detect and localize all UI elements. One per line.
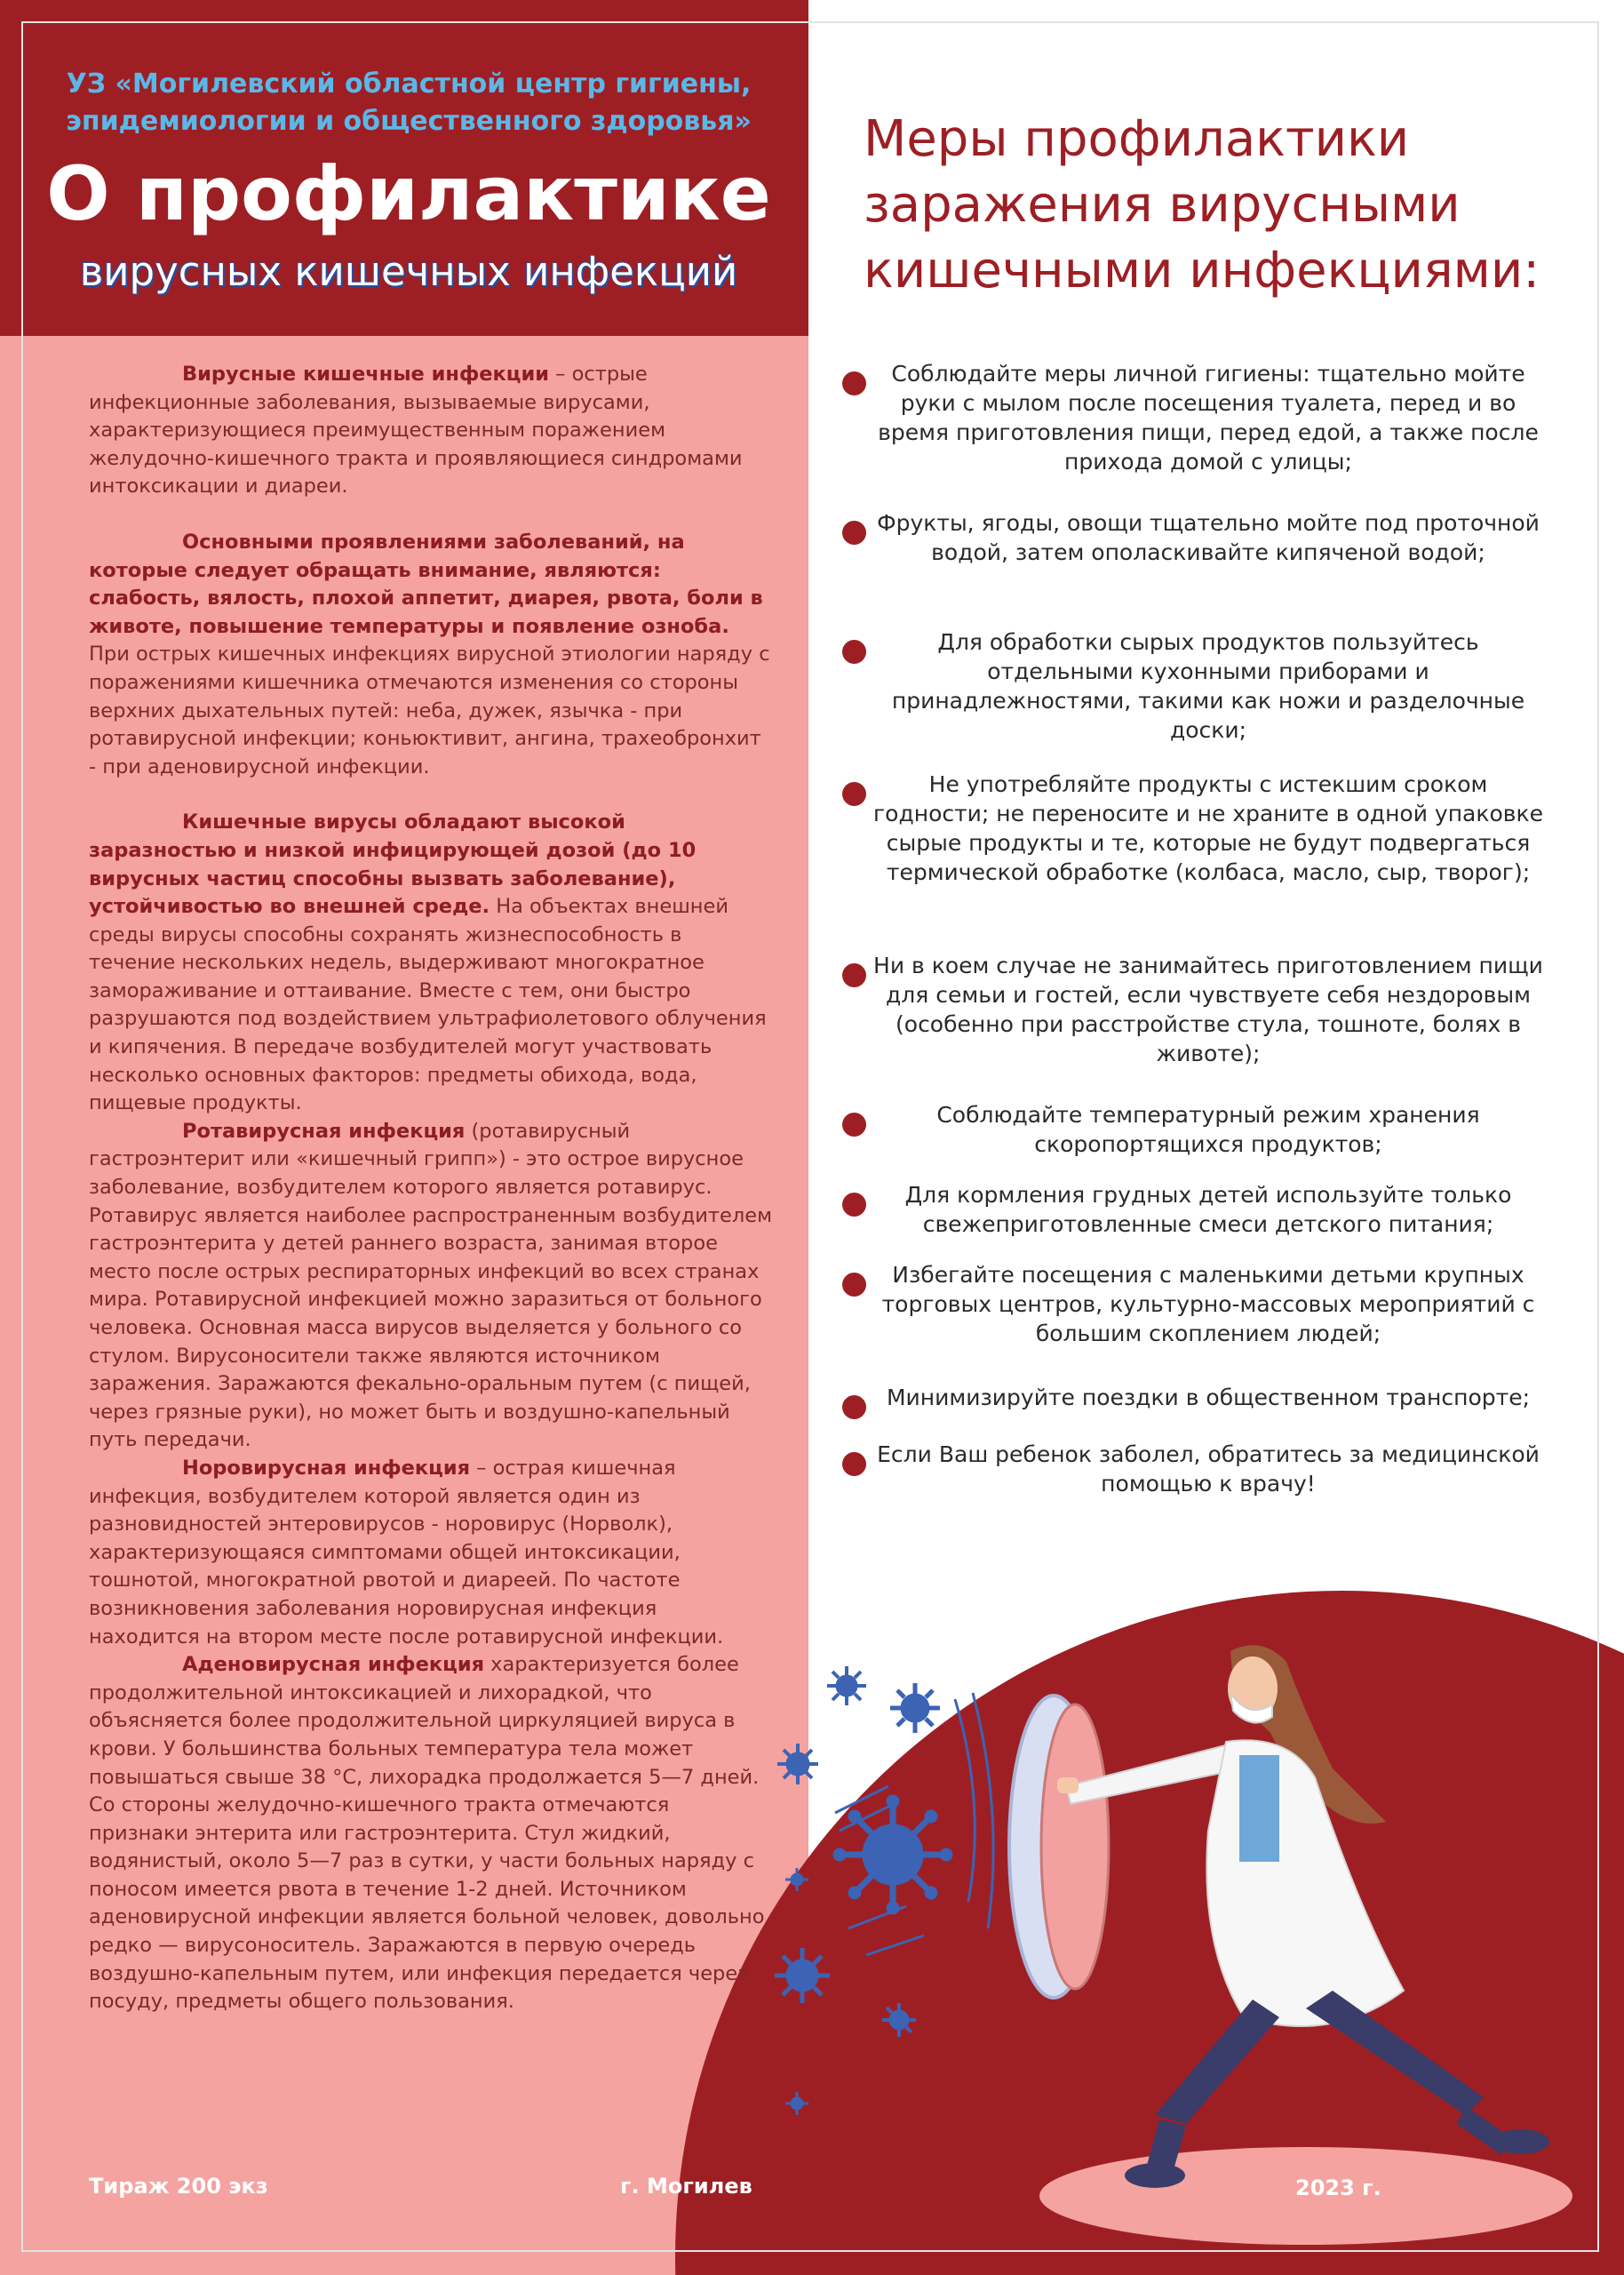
measure-text: Ни в коем случае не занимайтесь приготовлением пищи для семьи и гостей, если чувствуете себя нездоровым (особенно при расстройстве стула, тошноте, болях в животе); <box>873 953 1543 1066</box>
measure-text: Не употребляйте продукты с истекшим сроком годности; не переносите и не храните в одной упаковке сырые продукты и те, которые не будут подвергаться термической обработке (колбаса, масло, сыр, творог); <box>873 771 1543 885</box>
virus-icon <box>775 1948 830 2003</box>
paragraph-body: (ротавирусный гастроэнтерит или «кишечный грипп») - это острое вирусное заболевание, возбудителем которого является ротавирус. Ротавирус является наиболее распространенным возбудителем гастроэнтерита у детей раннего возраста, занимая второе место после острых респираторных инфекций во всех странах мира. Ротавирусной инфекцией можно заразиться от больного человека. Основная масса вирусов выделяется у больного со стулом. Вирусоносители также являются источником заражения. Заражаются фекально-оральным путем (с пищей, через грязные руки), но может быть и воздушно-капельный путь передачи. <box>89 1119 773 1452</box>
paragraph-lead: Ротавирусная инфекция <box>182 1119 466 1143</box>
bullet-icon <box>842 640 866 664</box>
paragraph-transmission <box>89 809 773 1118</box>
bullet-icon <box>842 371 866 395</box>
paragraph-definition <box>89 361 773 501</box>
paragraph-norovirus <box>89 1455 773 1651</box>
bullet-icon <box>842 1193 866 1217</box>
paragraph-body: На объектах внешней среды вирусы способны сохранять жизнеспособность в течение нескольких недель, выдерживают многократное замораживание и оттаивание. Вместе с тем, они быстро разрушаются под воздействием ультрафиолетового облучения и кипячения. В передаче возбудителей могут участвовать несколько основных факторов: предметы обихода, вода, пищевые продукты. <box>89 895 767 1115</box>
virus-icon <box>833 1795 952 1914</box>
year-label: 2023 г. <box>1295 2175 1381 2200</box>
bullet-icon <box>842 963 866 987</box>
paragraph-lead: Кишечные вирусы обладают высокой заразностью и низкой инфицирующей дозой (до 10 вирусных частиц способны вызвать заболевание), устойчивостью во внешней среде. <box>89 810 697 919</box>
paragraph-body: – острые инфекционные заболевания, вызываемые вирусами, характеризующиеся преимущественным поражением желудочно-кишечного тракта и проявляющиеся синдромами интоксикации и диареи. <box>89 363 743 499</box>
page-subtitle: вирусных кишечных инфекций <box>79 248 738 295</box>
measure-text: Избегайте посещения с маленькими детьми крупных торговых центров, культурно-массовых мероприятий с большим скоплением людей; <box>881 1262 1535 1346</box>
virus-icon <box>785 2092 808 2115</box>
virus-icon <box>882 2003 916 2037</box>
paragraph-symptoms <box>89 529 773 781</box>
organization-name: УЗ «Могилевский областной центр гигиены, эпидемиологии и общественного здоровья» <box>66 68 752 137</box>
bullet-icon <box>842 1113 866 1137</box>
city-label: г. Могилев <box>620 2174 752 2199</box>
bullet-icon <box>842 1395 866 1419</box>
paragraph-lead: Аденовирусная инфекция <box>182 1653 485 1677</box>
virus-icon <box>785 1868 808 1891</box>
measures-title: Меры профилактики заражения вирусными кишечными инфекциями: <box>864 110 1540 299</box>
measure-text: Для обработки сырых продуктов пользуйтесь отдельными кухонными приборами и принадлежностями, такими как ножи и разделочные доски; <box>891 629 1525 743</box>
bullet-icon <box>842 521 866 545</box>
doctor-figure <box>1057 1645 1549 2188</box>
measure-text: Соблюдайте меры личной гигиены: тщательно мойте руки с мылом после посещения туалета, перед и во время приготовления пищи, перед едой, а также после прихода домой с улицы; <box>878 361 1539 475</box>
paragraph-adenovirus <box>89 1651 773 2016</box>
virus-icon <box>827 1666 866 1705</box>
shield-icon <box>1009 1696 1109 1998</box>
measure-text: Если Ваш ребенок заболел, обратитесь за медицинской помощью к врачу! <box>877 1441 1540 1497</box>
virus-icon <box>890 1683 940 1733</box>
paragraph-rotavirus <box>89 1118 773 1455</box>
virus-icon <box>777 1744 818 1784</box>
paragraph-lead: Основными проявлениями заболеваний, на которые следует обращать внимание, являются: слабость, вялость, плохой аппетит, диарея, рвота, боли в животе, повышение температуры и появление озноба. <box>89 530 763 638</box>
print-run: Тираж 200 экз <box>89 2174 268 2199</box>
paragraph-body: При острых кишечных инфекциях вирусной этиологии наряду с поражениями кишечника отмечаются изменения со стороны верхних дыхательных путей: неба, дужек, язычка - при ротавирусной инфекции; коньюктивит, ангина, трахеобронхит - при аденовирусной инфекции. <box>89 643 770 778</box>
measure-text: Фрукты, ягоды, овощи тщательно мойте под проточной водой, затем ополаскивайте кипяченой водой; <box>877 510 1540 565</box>
paragraph-body: – острая кишечная инфекция, возбудителем которой является один из разновидностей энтеровирусов - норовирус (Норволк), характеризующаяся симптомами общей интоксикации, тошнотой, многократной рвотой и диареей. По частоте возникновения заболевания норовирусная инфекция находится на втором месте после ротавирусной инфекции. <box>89 1456 724 1648</box>
measure-text: Для кормления грудных детей используйте только свежеприготовленные смеси детского питания; <box>904 1182 1512 1237</box>
bullet-icon <box>842 1273 866 1297</box>
paragraph-body: характеризуется более продолжительной интоксикацией и лихорадкой, что объясняется более продолжительной циркуляцией вируса в крови. У большинства больных температура тела может повышаться свыше 38 °С, лихорадка продолжается 5—7 дней. Со стороны желудочно-кишечного тракта отмечаются признаки энтерита или гастроэнтерита. Стул жидкий, водянистый, около 5—7 раз в сутки, у части больных наряду с поносом имеется рвота в течение 1-2 дней. Источником аденовирусной инфекции является больной человек, довольно редко — вирусоноситель. Заражаются в первую очередь воздушно-капельным путем, или инфекция передается через посуду, предметы общего пользования. <box>89 1653 765 2014</box>
measure-text: Соблюдайте температурный режим хранения скоропортящихся продуктов; <box>936 1102 1480 1157</box>
info-text <box>89 361 773 2016</box>
bullet-icon <box>842 782 866 806</box>
paragraph-lead: Норовирусная инфекция <box>182 1456 471 1480</box>
paragraph-lead: Вирусные кишечные инфекции <box>182 363 550 386</box>
page-title: О профилактике <box>46 150 771 237</box>
header-banner <box>0 0 808 336</box>
bullet-icon <box>842 1452 866 1476</box>
measure-text: Минимизируйте поездки в общественном транспорте; <box>886 1385 1530 1410</box>
